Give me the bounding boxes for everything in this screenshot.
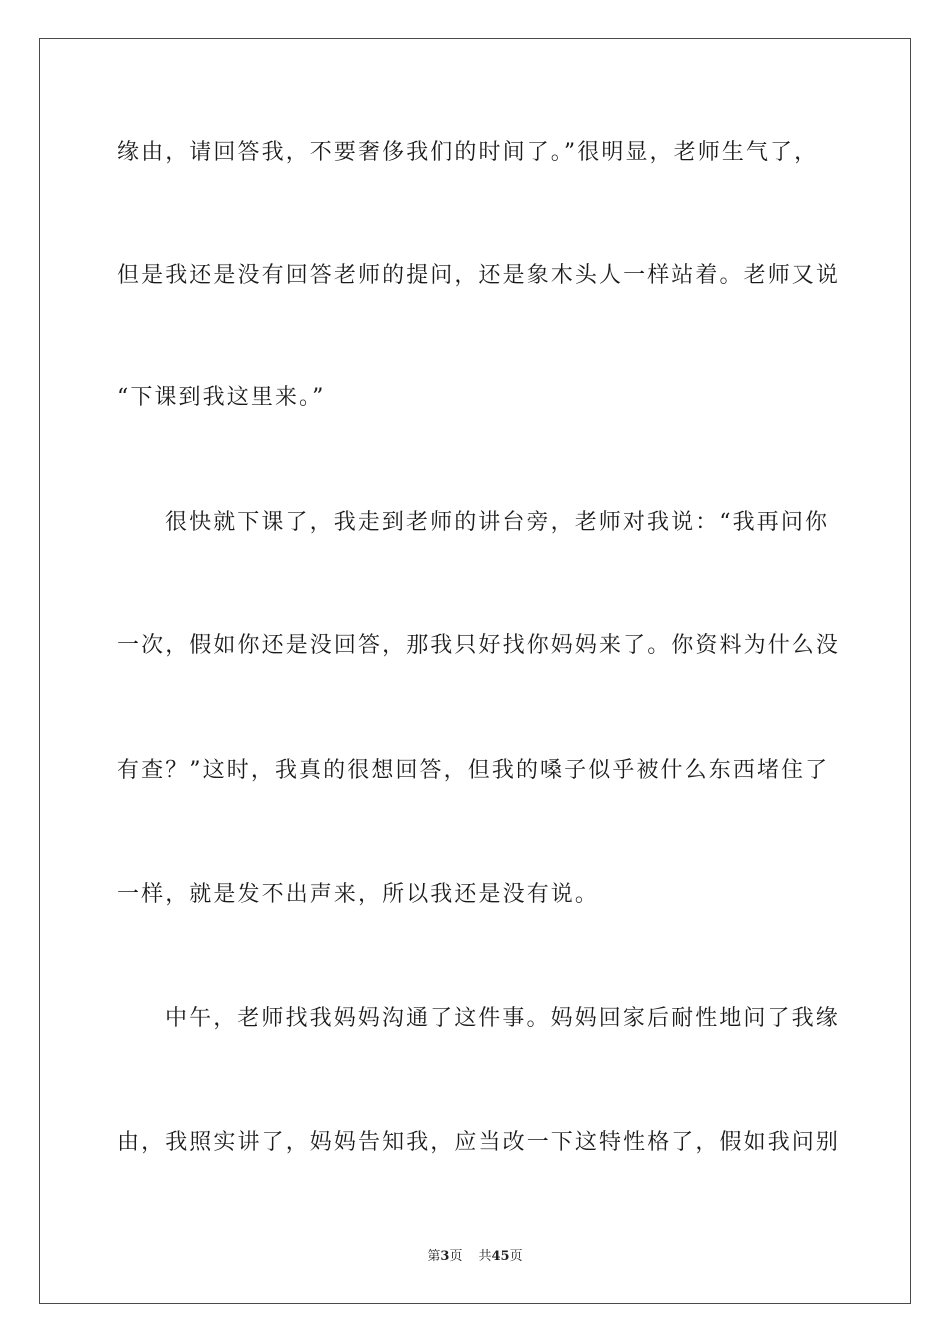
body-text-line: 有查？”这时，我真的很想回答，但我的嗓子似乎被什么东西堵住了 — [117, 758, 830, 783]
page-footer — [0, 1248, 950, 1266]
paragraph-start-line: 中午，老师找我妈妈沟通了这件事。妈妈回家后耐性地问了我缘 — [165, 1006, 840, 1031]
body-text-line: 一次，假如你还是没回答，那我只好找你妈妈来了。你资料为什么没 — [117, 633, 841, 658]
body-text-line: “下课到我这里来。” — [117, 385, 326, 410]
body-text-line: 由，我照实讲了，妈妈告知我，应当改一下这特性格了，假如我问别 — [117, 1130, 841, 1155]
total-pages: 45 — [491, 1249, 510, 1264]
total-suffix: 页 — [509, 1249, 523, 1264]
paragraph-start-line: 很快就下课了，我走到老师的讲台旁，老师对我说：“我再问你 — [165, 510, 830, 535]
page-prefix: 第 — [427, 1249, 441, 1264]
page-suffix: 页 — [449, 1249, 463, 1264]
body-text-line: 缘由，请回答我，不要奢侈我们的时间了。”很明显，老师生气了， — [117, 140, 819, 165]
body-text-line: 一样，就是发不出声来，所以我还是没有说。 — [117, 882, 600, 907]
page-border — [39, 38, 911, 1304]
body-text-line: 但是我还是没有回答老师的提问，还是象木头人一样站着。老师又说 — [117, 263, 841, 288]
total-prefix: 共 — [478, 1249, 492, 1264]
page-number: 3 — [440, 1249, 450, 1264]
